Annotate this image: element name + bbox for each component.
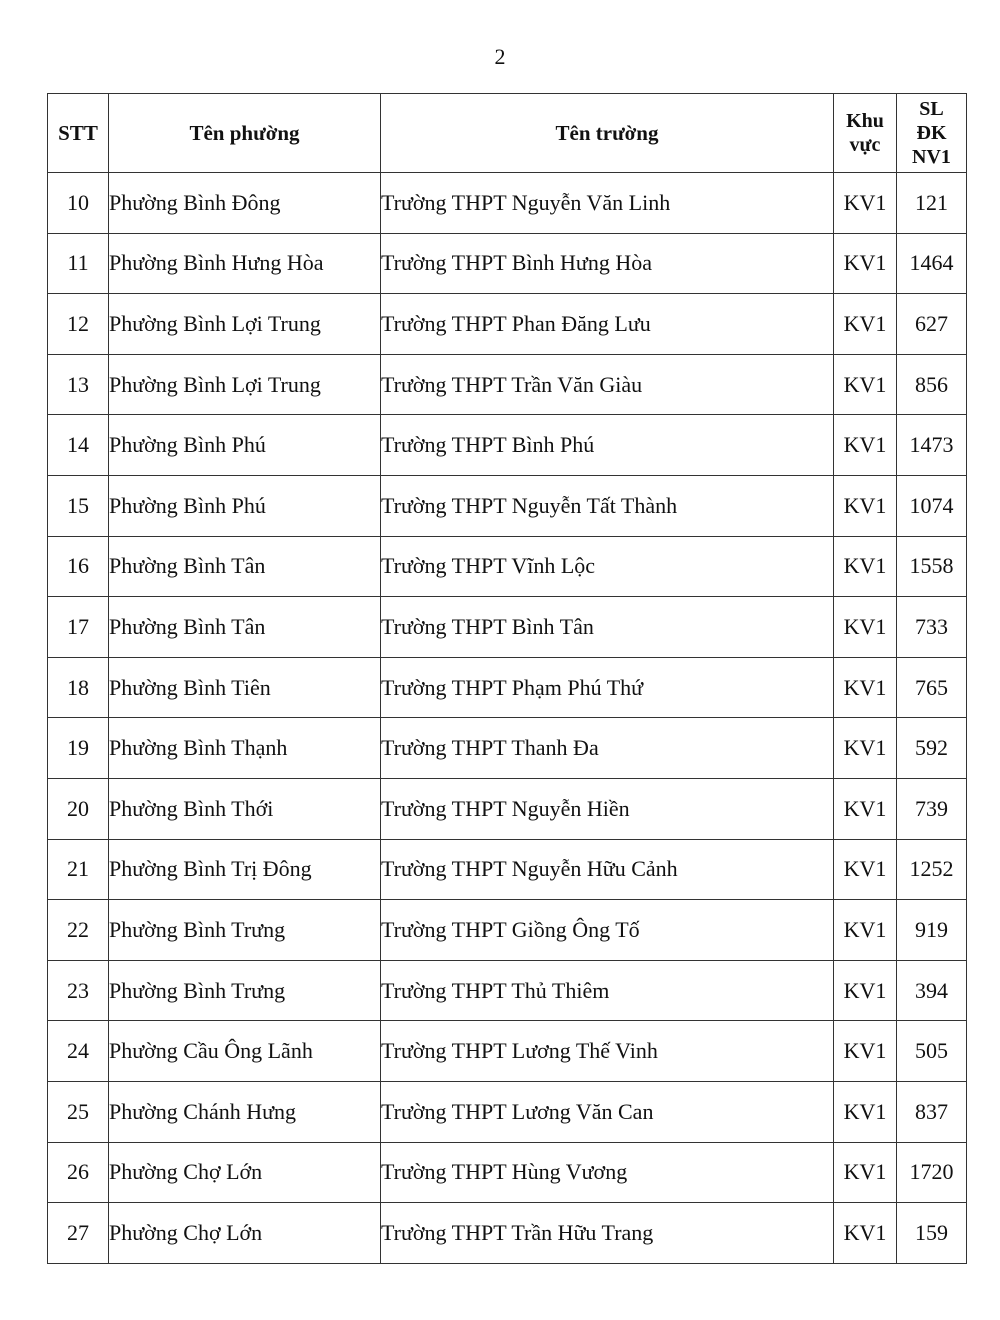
cell-registration-count: 856 (897, 354, 967, 415)
cell-registration-count: 505 (897, 1021, 967, 1082)
cell-registration-count: 837 (897, 1081, 967, 1142)
cell-area: KV1 (834, 718, 897, 779)
cell-school-name: Trường THPT Phan Đăng Lưu (381, 294, 834, 355)
cell-school-name: Trường THPT Bình Phú (381, 415, 834, 476)
table-row (48, 1021, 967, 1082)
cell-area: KV1 (834, 173, 897, 234)
cell-registration-count: 1473 (897, 415, 967, 476)
cell-school-name: Trường THPT Trần Hữu Trang (381, 1203, 834, 1264)
cell-ward-name: Phường Chánh Hưng (109, 1081, 381, 1142)
cell-ward-name: Phường Bình Trưng (109, 900, 381, 961)
cell-area: KV1 (834, 1021, 897, 1082)
cell-area: KV1 (834, 597, 897, 658)
cell-stt: 12 (48, 294, 109, 355)
cell-school-name: Trường THPT Lương Thế Vinh (381, 1021, 834, 1082)
header-area (834, 94, 897, 173)
table-row (48, 173, 967, 234)
cell-area: KV1 (834, 475, 897, 536)
cell-registration-count: 733 (897, 597, 967, 658)
cell-area: KV1 (834, 960, 897, 1021)
table-row (48, 475, 967, 536)
table-row (48, 839, 967, 900)
cell-school-name: Trường THPT Nguyễn Văn Linh (381, 173, 834, 234)
cell-school-name: Trường THPT Nguyễn Tất Thành (381, 475, 834, 536)
header-stt: STT (48, 94, 109, 173)
cell-stt: 15 (48, 475, 109, 536)
cell-ward-name: Phường Bình Trị Đông (109, 839, 381, 900)
cell-ward-name: Phường Chợ Lớn (109, 1203, 381, 1264)
cell-registration-count: 1074 (897, 475, 967, 536)
cell-school-name: Trường THPT Hùng Vương (381, 1142, 834, 1203)
cell-ward-name: Phường Bình Lợi Trung (109, 294, 381, 355)
table-row (48, 778, 967, 839)
cell-area: KV1 (834, 294, 897, 355)
table-body (48, 173, 967, 1264)
cell-stt: 24 (48, 1021, 109, 1082)
cell-area: KV1 (834, 354, 897, 415)
cell-school-name: Trường THPT Giồng Ông Tố (381, 900, 834, 961)
cell-stt: 26 (48, 1142, 109, 1203)
cell-registration-count: 394 (897, 960, 967, 1021)
cell-area: KV1 (834, 900, 897, 961)
table-row (48, 960, 967, 1021)
table-row (48, 1081, 967, 1142)
cell-ward-name: Phường Bình Phú (109, 475, 381, 536)
cell-school-name: Trường THPT Thủ Thiêm (381, 960, 834, 1021)
table-row (48, 1203, 967, 1264)
table-row (48, 1142, 967, 1203)
cell-stt: 20 (48, 778, 109, 839)
cell-stt: 13 (48, 354, 109, 415)
table-row (48, 718, 967, 779)
cell-stt: 19 (48, 718, 109, 779)
cell-registration-count: 1720 (897, 1142, 967, 1203)
cell-ward-name: Phường Bình Tiên (109, 657, 381, 718)
cell-ward-name: Phường Bình Thạnh (109, 718, 381, 779)
header-area-line: vực (849, 134, 881, 156)
cell-registration-count: 592 (897, 718, 967, 779)
cell-stt: 23 (48, 960, 109, 1021)
cell-area: KV1 (834, 1203, 897, 1264)
cell-school-name: Trường THPT Lương Văn Can (381, 1081, 834, 1142)
cell-registration-count: 919 (897, 900, 967, 961)
cell-ward-name: Phường Bình Lợi Trung (109, 354, 381, 415)
cell-ward-name: Phường Bình Tân (109, 597, 381, 658)
cell-stt: 22 (48, 900, 109, 961)
cell-ward-name: Phường Bình Đông (109, 173, 381, 234)
header-count-line: SL (919, 98, 944, 120)
registration-table (47, 93, 967, 1264)
cell-registration-count: 121 (897, 173, 967, 234)
header-registration-count (897, 94, 967, 173)
cell-school-name: Trường THPT Bình Hưng Hòa (381, 233, 834, 294)
table-row (48, 415, 967, 476)
table-row (48, 294, 967, 355)
table-row (48, 597, 967, 658)
cell-area: KV1 (834, 1142, 897, 1203)
cell-school-name: Trường THPT Vĩnh Lộc (381, 536, 834, 597)
cell-stt: 27 (48, 1203, 109, 1264)
cell-school-name: Trường THPT Bình Tân (381, 597, 834, 658)
cell-stt: 10 (48, 173, 109, 234)
cell-registration-count: 627 (897, 294, 967, 355)
cell-registration-count: 1252 (897, 839, 967, 900)
header-count-line: NV1 (912, 146, 951, 168)
cell-registration-count: 739 (897, 778, 967, 839)
cell-area: KV1 (834, 657, 897, 718)
cell-ward-name: Phường Bình Thới (109, 778, 381, 839)
table-row (48, 233, 967, 294)
cell-ward-name: Phường Cầu Ông Lãnh (109, 1021, 381, 1082)
cell-stt: 18 (48, 657, 109, 718)
cell-area: KV1 (834, 233, 897, 294)
cell-ward-name: Phường Bình Hưng Hòa (109, 233, 381, 294)
header-ward-name: Tên phường (109, 94, 381, 173)
table-row (48, 354, 967, 415)
header-count-line: ĐK (916, 122, 947, 144)
cell-ward-name: Phường Chợ Lớn (109, 1142, 381, 1203)
cell-ward-name: Phường Bình Trưng (109, 960, 381, 1021)
cell-registration-count: 1464 (897, 233, 967, 294)
header-area-line: Khu (846, 110, 884, 132)
cell-registration-count: 765 (897, 657, 967, 718)
cell-registration-count: 159 (897, 1203, 967, 1264)
cell-area: KV1 (834, 536, 897, 597)
cell-ward-name: Phường Bình Phú (109, 415, 381, 476)
cell-area: KV1 (834, 1081, 897, 1142)
cell-school-name: Trường THPT Thanh Đa (381, 718, 834, 779)
cell-school-name: Trường THPT Phạm Phú Thứ (381, 657, 834, 718)
cell-area: KV1 (834, 778, 897, 839)
cell-stt: 21 (48, 839, 109, 900)
cell-stt: 17 (48, 597, 109, 658)
cell-ward-name: Phường Bình Tân (109, 536, 381, 597)
cell-area: KV1 (834, 839, 897, 900)
cell-stt: 14 (48, 415, 109, 476)
table-row (48, 536, 967, 597)
table-header-row (48, 94, 967, 173)
page-number: 2 (494, 44, 506, 69)
table-row (48, 900, 967, 961)
table-row (48, 657, 967, 718)
cell-stt: 25 (48, 1081, 109, 1142)
cell-school-name: Trường THPT Nguyễn Hữu Cảnh (381, 839, 834, 900)
cell-area: KV1 (834, 415, 897, 476)
cell-registration-count: 1558 (897, 536, 967, 597)
cell-school-name: Trường THPT Trần Văn Giàu (381, 354, 834, 415)
cell-stt: 16 (48, 536, 109, 597)
header-school-name: Tên trường (381, 94, 834, 173)
cell-stt: 11 (48, 233, 109, 294)
cell-school-name: Trường THPT Nguyễn Hiền (381, 778, 834, 839)
